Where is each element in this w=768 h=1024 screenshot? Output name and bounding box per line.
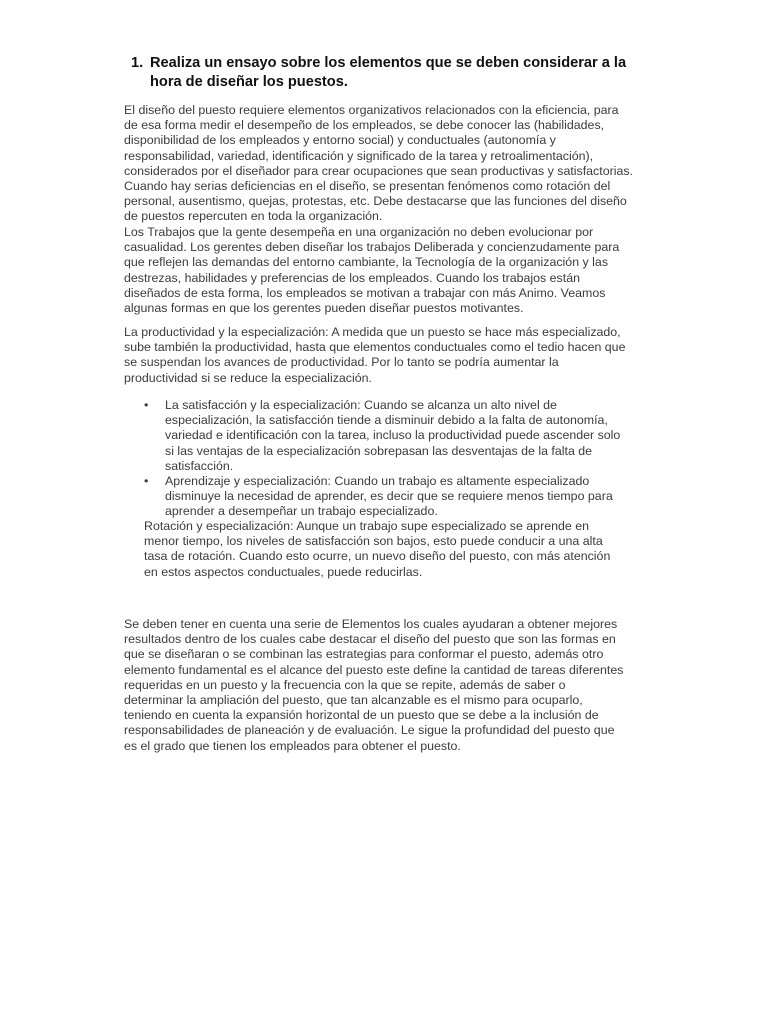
list-item (144, 398, 624, 474)
list-item (144, 474, 624, 520)
bullet-icon: • (144, 474, 149, 489)
bullet-list (144, 398, 624, 520)
paragraph-closing: Se deben tener en cuenta una serie de Elementos los cuales ayudaran a obtener mejores resultados dentro de los cuales cabe destacar el diseño del puesto que son las formas en que se diseñaran o se combinan las estrategias para conformar el puesto, además otro elemento fundamental es el alcance del puesto este define la cantidad de tareas diferentes requeridas en un puesto y la frecuencia con la que se repite, además de saber o determinar la ampliación del puesto, que tan alcanzable es el mismo para ocuparlo, teniendo en cuenta la expansión horizontal de un puesto que se debe a la inclusión de responsabilidades de planeación y de evaluación. Le sigue la profundidad del puesto que es el grado que tienen los empleados para obtener el puesto. (124, 617, 624, 753)
heading-number: 1. (131, 55, 144, 71)
essay-heading (131, 54, 651, 92)
heading-text: Realiza un ensayo sobre los elementos que se deben considerar a la hora de diseñar los puestos. (150, 55, 627, 90)
bullet-text-satisfaction: La satisfacción y la especialización: Cuando se alcanza un alto nivel de especialización, la satisfacción tiende a disminuir debido a la falta de autonomía, variedad e identificación con la tarea, incluso la productividad puede ascender solo si las ventajas de la especialización sobrepasan las desventajas de la falta de satisfacción. (165, 398, 621, 473)
bullet-icon: • (144, 398, 149, 412)
paragraph-productivity: La productividad y la especialización: A medida que un puesto se hace más especializado, sube también la productividad, hasta que elementos conductuales como el tedio hacen que se suspendan los avances de productividad. Por lo tanto se podría aumentar la productividad si se reduce la especialización. (124, 325, 626, 385)
bullet-text-learning: Aprendizaje y especialización: Cuando un trabajo es altamente especializado disminuye la necesidad de aprender, es decir que se requiere menos tiempo para aprender a desempeñar un trabajo especializado. (165, 474, 613, 519)
paragraph-jobs: Los Trabajos que la gente desempeña en una organización no deben evolucionar por casualidad. Los gerentes deben diseñar los trabajos Deliberada y concienzudamente para que reflejen las demandas del entorno cambiante, la Tecnología de la organización y las destrezas, habilidades y preferencias de los empleados. Cuando los trabajos están diseñados de esta forma, los empleados se motivan a trabajar con más Animo. Veamos algunas formas en que los gerentes pueden diseñar puestos motivantes. (124, 225, 620, 316)
paragraph-rotation: Rotación y especialización: Aunque un trabajo supe especializado se aprende en menor tiempo, los niveles de satisfacción son bajos, esto puede conducir a una alta tasa de rotación. Cuando esto ocurre, un nuevo diseño del puesto, con más atención en estos aspectos conductuales, puede reducirlas. (144, 519, 611, 579)
paragraph-design-elements: El diseño del puesto requiere elementos organizativos relacionados con la eficiencia, para de esa forma medir el desempeño de los empleados, se debe conocer las (habilidades, disponibilidad de los empleados y entorno social) y conductuales (autonomía y responsabilidad, variedad, identificación y significado de la tarea y retroalimentación), considerados por el diseñador para crear ocupaciones que sean productivas y satisfactorias. Cuando hay serias deficiencias en el diseño, se presentan fenómenos como rotación del personal, ausentismo, quejas, protestas, etc. Debe destacarse que las funciones del diseño de puestos repercuten en toda la organización. (124, 103, 633, 224)
